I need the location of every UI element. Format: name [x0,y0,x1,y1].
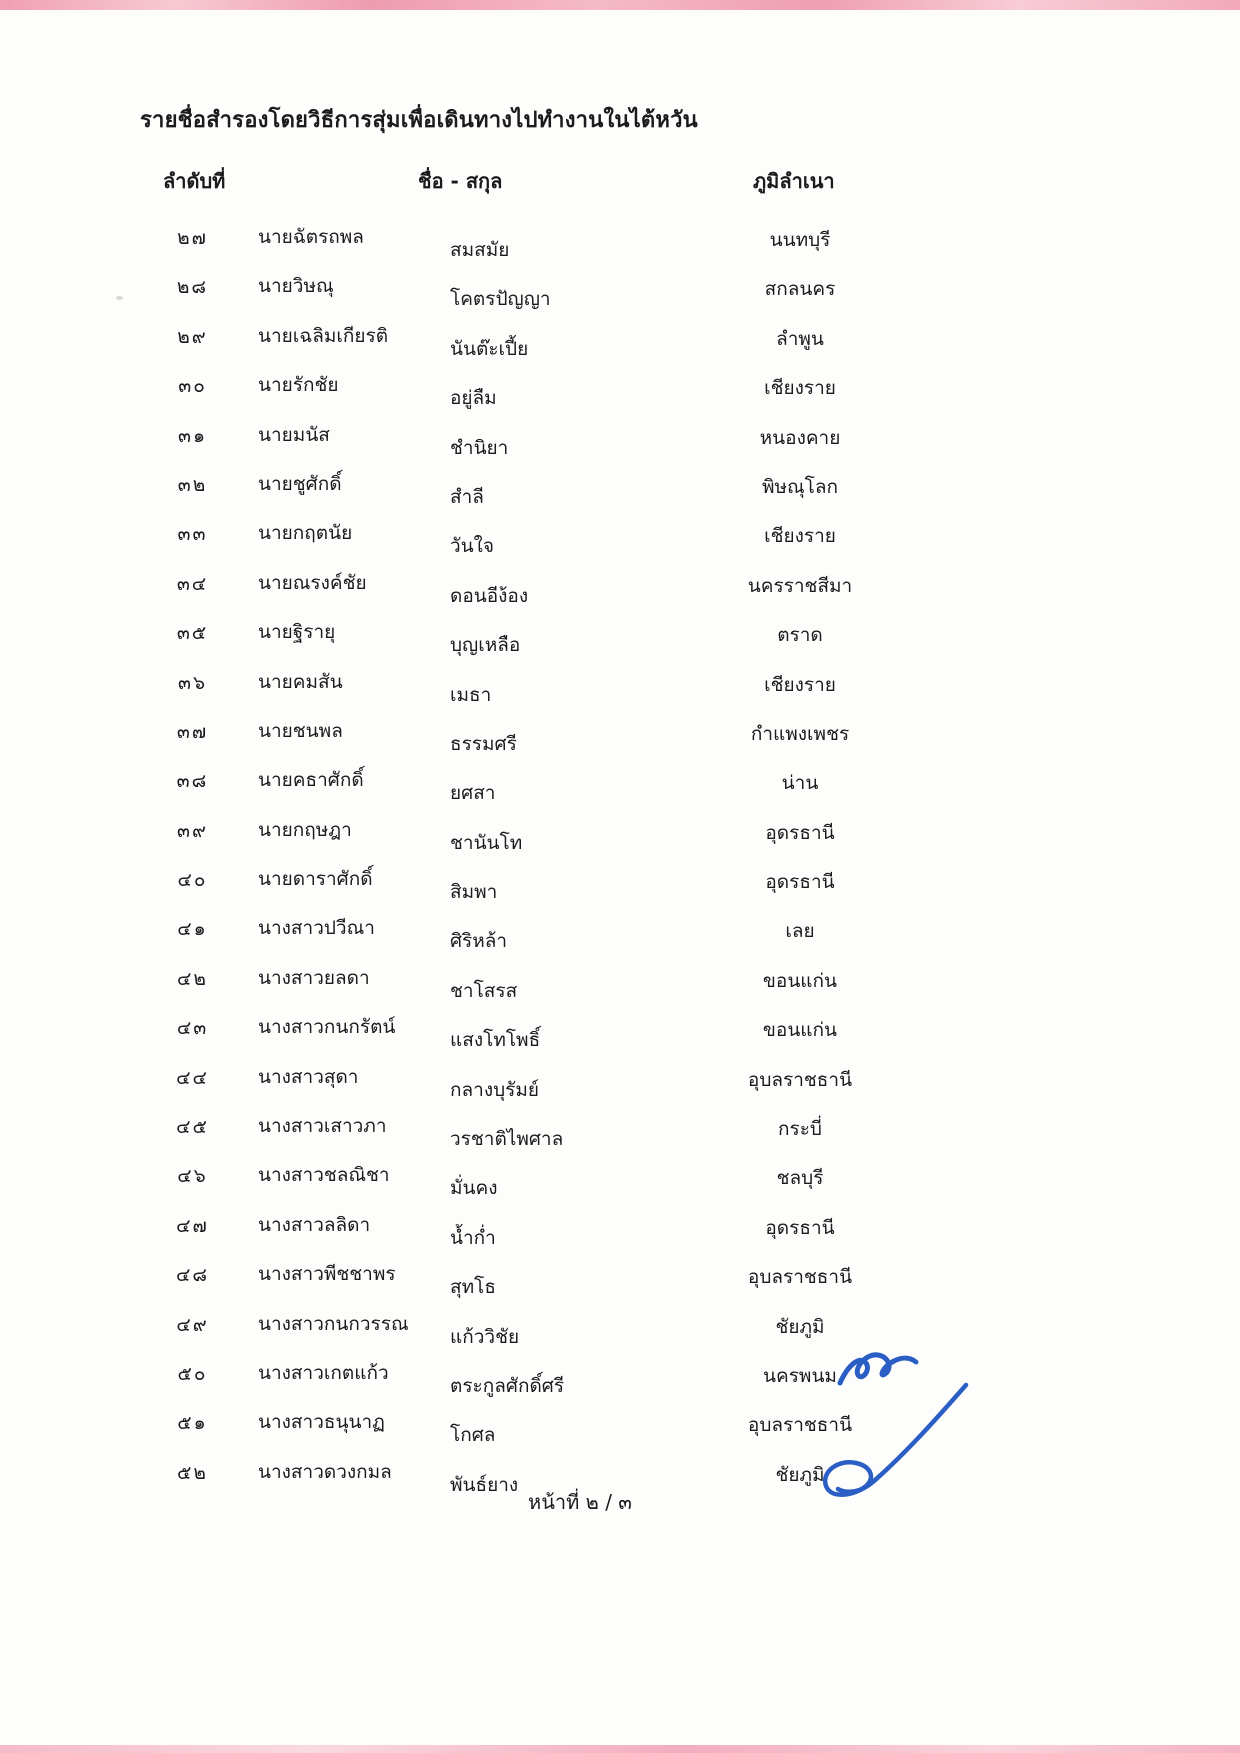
row-surname: ธรรมศรี [450,732,517,755]
row-surname: ชาโสรส [450,979,518,1002]
row-order-number: ๔๗ [176,1214,209,1237]
row-order-number: ๔๘ [175,1264,210,1287]
row-province: น่าน [781,772,819,795]
row-title-firstname: นางสาวเสาวภา [258,1115,387,1138]
row-order-number: ๕๑ [177,1412,208,1435]
row-surname: น้ำก่ำ [450,1226,496,1249]
table-row [0,1107,1240,1156]
row-province: นนทบุรี [769,229,831,251]
row-province: พิษณุโลก [761,475,839,498]
row-province: หนองคาย [759,426,841,449]
row-order-number: ๕๐ [177,1362,208,1385]
row-surname: แก้ววิชัย [450,1325,520,1348]
row-province: ลำพูน [776,327,824,350]
row-order-number: ๔๖ [177,1165,208,1188]
row-order-number: ๓๓ [177,523,208,546]
row-title-firstname: นายกฤษฎา [258,818,352,841]
row-order-number: ๓๙ [177,819,208,842]
row-order-number: ๓๔ [176,572,209,595]
table-row [0,712,1240,761]
row-province: ขอนแก่น [762,969,838,992]
row-title-firstname: นางสาวยลดา [258,966,370,989]
row-order-number: ๒๗ [177,227,208,249]
row-province: กระบี่ [778,1118,822,1141]
row-surname: โกศล [450,1424,496,1447]
table-row [0,267,1240,316]
row-surname: นันต๊ะเปี้ย [450,337,529,360]
row-title-firstname: นางสาวกนกรัตน์ [258,1016,396,1039]
row-title-firstname: นายรักชัย [258,374,339,397]
row-order-number: ๓๐ [178,375,207,398]
row-title-firstname: นางสาวกนกวรรณ [258,1312,409,1335]
row-title-firstname: นางสาวชลณิชา [258,1164,390,1187]
table-row [0,564,1240,613]
row-province: นครพนม [763,1364,837,1387]
row-province: นครราชสีมา [747,574,853,597]
row-province: อุดรธานี [765,871,835,894]
row-province: กำแพงเพชร [750,722,850,745]
row-surname: อยู่ลืม [450,387,497,410]
row-title-firstname: นายดาราศักดิ์ [258,868,373,891]
row-title-firstname: นางสาวเกตแก้ว [258,1361,389,1384]
table-row [0,514,1240,563]
header-order-number: ลำดับที่ [163,169,226,193]
row-surname: เมธา [450,683,492,706]
row-surname: วรชาติไพศาล [450,1128,564,1151]
row-surname: ยศสา [450,782,496,805]
table-row [0,366,1240,415]
row-order-number: ๓๕ [176,622,209,645]
row-order-number: ๔๓ [176,1017,209,1040]
row-order-number: ๔๙ [176,1313,209,1336]
row-surname: บุญเหลือ [450,634,521,657]
row-order-number: ๔๑ [177,918,208,941]
row-surname: ชำนิยา [450,436,509,459]
table-row [0,761,1240,810]
row-title-firstname: นายณรงค์ชัย [258,571,367,594]
table-body [0,218,1240,1502]
row-title-firstname: นายเฉลิมเกียรติ [258,324,389,347]
row-province: เลย [785,920,815,943]
row-title-firstname: นายคมสัน [258,670,343,693]
row-title-firstname: นายฉัตรถพล [258,226,364,248]
table-row [0,1403,1240,1452]
row-order-number: ๓๘ [176,770,209,793]
row-surname: โคตรปัญญา [450,288,551,311]
row-title-firstname: นายฐิรายุ [258,621,336,644]
signature-stroke-tail [825,1385,966,1495]
row-order-number: ๕๒ [177,1461,208,1484]
row-order-number: ๓๖ [177,671,208,694]
table-row [0,1008,1240,1057]
table-row [0,416,1240,465]
table-row [0,811,1240,860]
header-domicile: ภูมิลำเนา [753,169,835,193]
row-province: ชลบุรี [776,1167,824,1190]
row-title-firstname: นางสาวลลิดา [258,1213,371,1236]
row-title-firstname: นายชูศักดิ์ [258,472,342,495]
row-province: ชัยภูมิ [775,1463,825,1486]
row-province: สกลนคร [764,278,836,301]
table-row [0,1058,1240,1107]
row-surname: กลางบุรัมย์ [450,1078,540,1101]
row-title-firstname: นายกฤตนัย [258,522,353,545]
row-order-number: ๔๔ [176,1066,209,1089]
row-title-firstname: นายวิษณุ [258,275,334,298]
table-row [0,663,1240,712]
row-province: ตราด [777,624,823,647]
row-order-number: ๒๙ [177,325,208,348]
row-title-firstname: นายชนพล [258,719,343,742]
row-surname: วันใจ [450,535,495,558]
table-row [0,317,1240,366]
row-surname: ดอนอีง้อง [450,584,529,607]
scan-artifact-bottom [0,1745,1240,1753]
row-surname: ตระกูลศักดิ์ศรี [450,1374,565,1397]
row-surname: พันธ์ยาง [450,1473,519,1496]
row-title-firstname: นางสาวดวงกมล [258,1460,392,1483]
row-province: อุบลราชธานี [747,1266,853,1289]
table-row [0,1354,1240,1403]
row-order-number: ๒๘ [176,276,209,299]
header-name-surname: ชื่อ - สกุล [418,169,503,193]
table-row [0,909,1240,958]
scan-artifact-top [0,0,1240,10]
row-surname: สำลี [450,485,484,508]
row-surname: ชานันโท [450,831,523,854]
row-province: อุดรธานี [765,1216,835,1239]
table-row [0,613,1240,662]
row-title-firstname: นางสาวพีชชาพร [258,1263,396,1286]
row-province: ขอนแก่น [762,1019,838,1042]
row-province: เชียงราย [764,525,836,548]
row-title-firstname: นายมนัส [258,423,330,446]
row-title-firstname: นายคธาศักดิ์ [258,769,364,792]
row-order-number: ๓๑ [177,424,208,447]
row-province: เชียงราย [764,673,836,696]
row-province: อุบลราชธานี [747,1068,853,1091]
row-province: อุบลราชธานี [747,1414,853,1437]
row-province: เชียงราย [764,377,836,400]
signature-stroke-upper [840,1355,916,1383]
row-surname: สุทโธ [450,1276,496,1299]
table-row [0,1255,1240,1304]
table-row [0,1156,1240,1205]
row-surname: ศิริหล้า [450,930,508,953]
table-row [0,1305,1240,1354]
row-title-firstname: นางสาวธนุนาฏ [258,1411,385,1434]
row-province: อุดรธานี [765,821,835,844]
row-surname: สิมพา [450,881,498,904]
row-order-number: ๓๗ [176,720,209,743]
scan-speck [116,296,123,300]
table-row [0,860,1240,909]
row-order-number: ๓๒ [177,473,208,496]
page-number: หน้าที่ ๒ / ๓ [528,1490,632,1514]
row-order-number: ๔๕ [176,1116,209,1139]
document-title: รายชื่อสำรองโดยวิธีการสุ่มเพื่อเดินทางไปทำงานในไต้หวัน [140,108,698,133]
row-title-firstname: นางสาวสุดา [258,1065,359,1088]
table-row [0,218,1240,267]
row-province: ชัยภูมิ [775,1315,825,1338]
table-row [0,959,1240,1008]
row-order-number: ๔๐ [177,869,208,892]
table-row [0,465,1240,514]
row-surname: แสงโทโพธิ์ [450,1029,541,1052]
table-row [0,1206,1240,1255]
row-surname: สมสมัย [450,239,510,261]
row-surname: มั่นคง [450,1177,498,1200]
row-title-firstname: นางสาวปวีณา [258,917,375,940]
row-order-number: ๔๒ [177,967,208,990]
